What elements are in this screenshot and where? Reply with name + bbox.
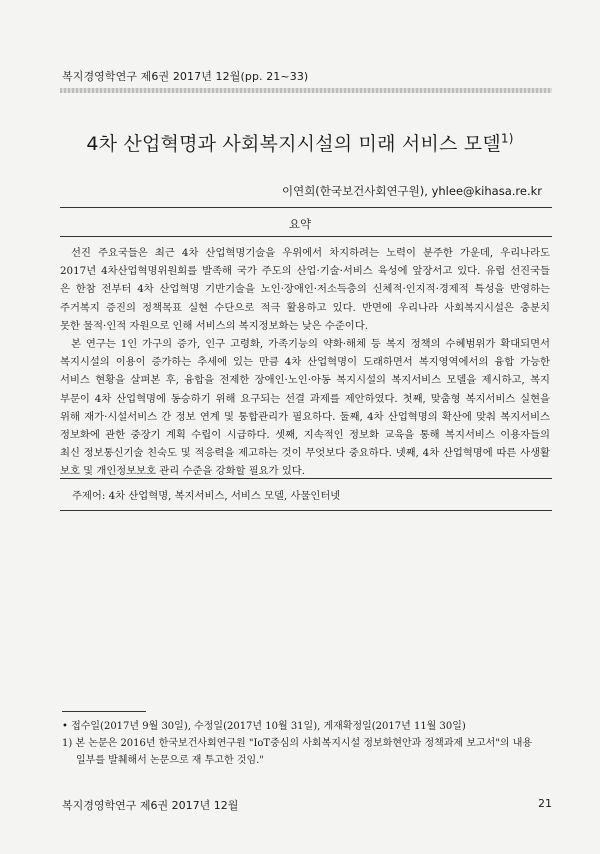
title-footnote-mark: 1) (500, 131, 514, 146)
abstract-line: 부문이 4차 산업혁명에 동승하기 위해 요구되는 선결 과제를 제안하였다. 첫째, 맞춤형 복지서비스 실현을 (60, 392, 550, 405)
page-number: 21 (538, 797, 552, 810)
title-text: 4차 산업혁명과 사회복지시설의 미래 서비스 모델 (86, 133, 501, 155)
abstract-line: 본 연구는 1인 가구의 증가, 인구 고령화, 가족기능의 약화·해체 등 복지 정책의 수혜범위가 확대되면서 (71, 338, 550, 351)
abstract-line: 은 한참 전부터 4차 산업혁명 기반기술을 노인·장애인·저소득층의 신체적·인지적·경제적 특성을 반영하는 (60, 283, 550, 296)
paper-title (0, 129, 600, 156)
abstract-line: 보호 및 개인정보보호 관리 수준을 강화할 필요가 있다. (60, 465, 306, 478)
abstract-heading: 요약 (288, 217, 312, 231)
abstract-line: 2017년 4차산업혁명위원회를 발족해 국가 주도의 산업·기술·서비스 육성에 앞장서고 있다. 유럽 선진국들 (60, 265, 550, 278)
abstract-line: 못한 물적·인적 자원으로 인해 서비스의 복지정보화는 낮은 수준이다. (60, 319, 368, 332)
abstract-line: 복지시설의 이용이 증가하는 추세에 있는 만큼 4차 산업혁명이 도래하면서 복지영역에서의 융합 가능한 (60, 356, 550, 369)
footnote-divider (62, 711, 146, 712)
abstract-line: 위해 재가·시설서비스 간 정보 연계 및 통합관리가 필요하다. 둘째, 4차 산업혁명의 확산에 맞춰 복지서비스 (60, 410, 550, 423)
keywords: 주제어: 4차 산업혁명, 복지서비스, 서비스 모델, 사물인터넷 (72, 490, 341, 502)
abstract-line: 주거복지 증진의 정책목표 실현 수단으로 적극 활용하고 있다. 반면에 우리나라 사회복지시설은 충분치 (60, 301, 550, 314)
abstract-line: 서비스 현황을 살펴본 후, 융합을 전제한 장애인·노인·아동 복지시설의 복지서비스 모델을 제시하고, 복지 (60, 374, 550, 387)
footnote-dates: • 접수일(2017년 9월 30일), 수정일(2017년 10월 31일), 게재확정일(2017년 11월 30일) (62, 721, 466, 732)
footer-journal: 복지경영학연구 제6권 2017년 12월 (62, 799, 239, 812)
abstract-line: 정보화에 관한 중장기 계획 수립이 시급하다. 셋째, 지속적인 정보화 교육을 통해 복지서비스 이용자들의 (60, 429, 550, 442)
abstract-heading-rule (60, 236, 552, 237)
abstract-body (60, 244, 550, 481)
abstract-line: 최신 정보통신기술 친숙도 및 적응력을 제고하는 것이 무엇보다 중요하다. 넷째, 4차 산업혁명에 따른 사생활 (60, 447, 550, 460)
footnotes (62, 718, 552, 769)
keywords-rule (60, 510, 552, 511)
abstract-top-rule (60, 207, 552, 208)
header-divider (60, 88, 552, 93)
footnote-1: 1) 본 논문은 2016년 한국보건사회연구원 "IoT중심의 사회복지시설 정보화현안과 정책과제 보고서"의 내용 (62, 738, 533, 749)
author-affiliation: 이연희(한국보건사회연구원), yhlee@kihasa.re.kr (281, 184, 542, 198)
footnote-1-continued: 일부를 발췌해서 논문으로 재 투고한 것임." (76, 755, 264, 766)
journal-header: 복지경영학연구 제6권 2017년 12월(pp. 21~33) (62, 70, 309, 83)
abstract-bottom-rule (60, 478, 552, 479)
abstract-line: 선진 주요국들은 최근 4차 산업혁명기술을 우위에서 차지하려는 노력이 분주한 가운데, 우리나라도 (71, 247, 550, 259)
